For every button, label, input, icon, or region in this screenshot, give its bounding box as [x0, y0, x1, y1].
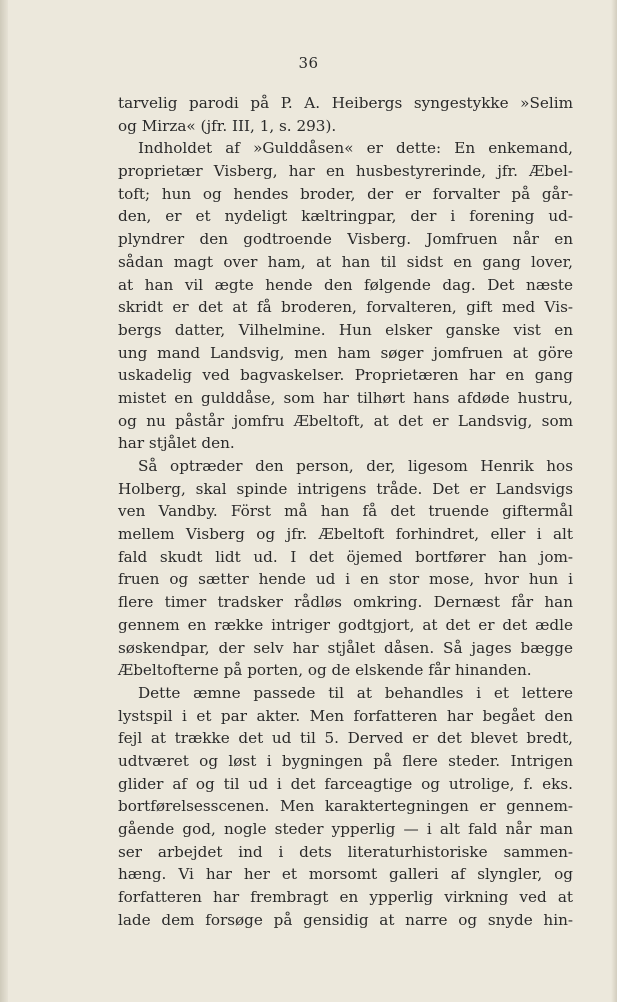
text-line: søskendpar, der selv har stjålet dåsen. Så jages bægge	[118, 638, 573, 657]
text-line: har stjålet den.	[118, 434, 235, 453]
text-line: glider af og til ud i det farceagtige og utrolige, f. eks.	[118, 774, 573, 793]
text-line: fald skudt lidt ud. I det öjemed bortfører han jom-	[118, 547, 573, 566]
text-line: den, er et nydeligt kæltringpar, der i forening ud-	[118, 207, 573, 226]
text-line: ser arbejdet ind i dets literaturhistoriske sammen-	[118, 842, 573, 861]
text-line: og nu påstår jomfru Æbeltoft, at det er Landsvig, som	[118, 411, 573, 430]
page-number: 36	[298, 54, 319, 72]
text-line: lystspil i et par akter. Men forfatteren har begået den	[118, 706, 573, 725]
text-line: fruen og sætter hende ud i en stor mose, hvor hun i	[118, 570, 573, 589]
text-line: mellem Visberg og jfr. Æbeltoft forhindret, eller i alt	[118, 525, 573, 544]
text-line: tarvelig parodi på P. A. Heibergs syngestykke »Selim	[118, 94, 573, 112]
text-line: gennem en række intriger godtgjort, at det er det ædle	[118, 615, 573, 634]
text-line: ven Vandby. Först må han få det truende giftermål	[118, 502, 573, 521]
text-line: Dette æmne passede til at behandles i et lettere	[138, 683, 573, 702]
text-line: ung mand Landsvig, men ham søger jomfruen at göre	[118, 343, 573, 362]
text-line: og Mirza« (jfr. III, 1, s. 293).	[118, 116, 337, 135]
text-line: proprietær Visberg, har en husbestyrerinde, jfr. Æbel-	[118, 162, 573, 181]
text-line: bortførelsesscenen. Men karaktertegningen er gennem-	[118, 797, 573, 816]
text-line: fejl at trække det ud til 5. Derved er det blevet bredt,	[118, 729, 573, 748]
page-edge-right	[611, 0, 617, 1002]
text-line: mistet en gulddåse, som har tilhørt hans afdøde hustru,	[118, 388, 573, 407]
text-line: udtværet og løst i bygningen på flere steder. Intrigen	[118, 751, 573, 770]
text-line: Æbeltofterne på porten, og de elskende får hinanden.	[118, 661, 532, 680]
text-line: bergs datter, Vilhelmine. Hun elsker ganske vist en	[118, 320, 573, 339]
text-line: hæng. Vi har her et morsomt galleri af slyngler, og	[118, 865, 573, 884]
body-text	[118, 92, 573, 931]
text-line: skridt er det at få broderen, forvalteren, gift med Vis-	[118, 298, 573, 317]
text-line: Holberg, skal spinde intrigens tråde. Det er Landsvigs	[118, 479, 573, 498]
text-line: flere timer tradsker rådløs omkring. Dernæst får han	[118, 593, 573, 612]
text-line: Indholdet af »Gulddåsen« er dette: En enkemand,	[138, 139, 573, 158]
text-line: plyndrer den godtroende Visberg. Jomfruen når en	[118, 230, 573, 249]
text-line: uskadelig ved bagvaskelser. Proprietæren har en gang	[118, 366, 573, 385]
text-line: forfatteren har frembragt en ypperlig virkning ved at	[118, 888, 573, 907]
text-line: lade dem forsøge på gensidig at narre og snyde hin-	[118, 910, 573, 929]
text-line: at han vil ægte hende den følgende dag. Det næste	[118, 275, 573, 294]
page-edge-left	[0, 0, 8, 1002]
text-line: Så optræder den person, der, ligesom Henrik hos	[138, 457, 573, 475]
text-line: sådan magt over ham, at han til sidst en gang lover,	[118, 252, 573, 271]
text-line: toft; hun og hendes broder, der er forvalter på går-	[118, 184, 573, 203]
text-line: gående god, nogle steder ypperlig — i alt fald når man	[118, 820, 573, 838]
